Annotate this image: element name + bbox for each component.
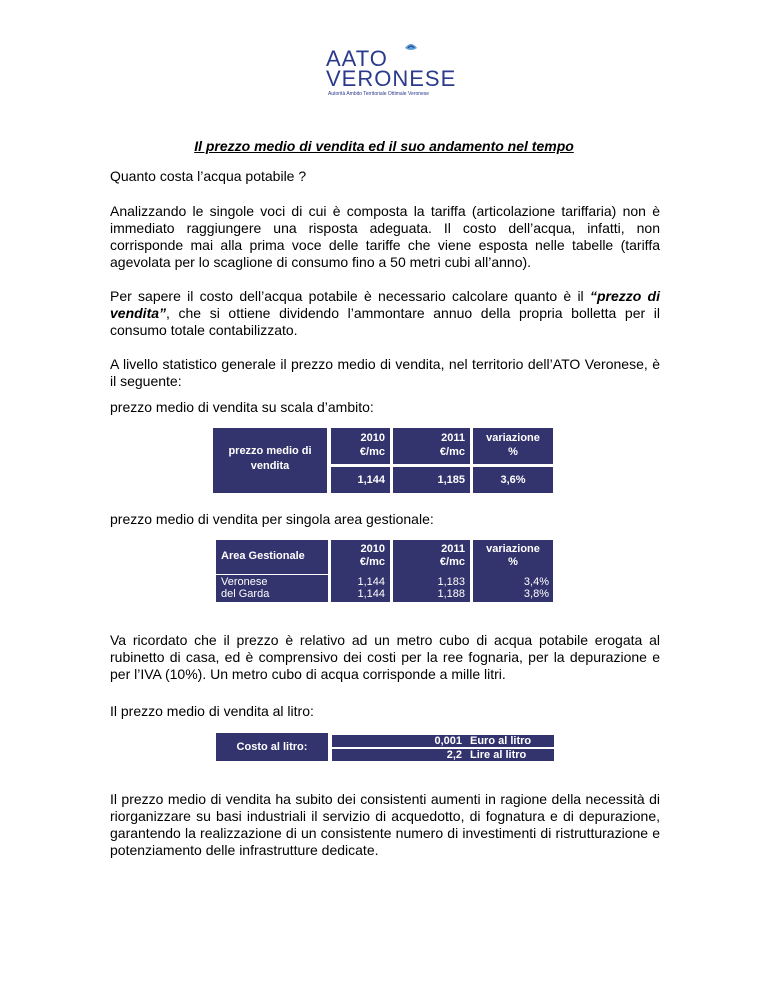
table-ambito-header-2011-unit: €/mc [439,446,465,458]
table-area-header-var-unit: % [508,556,518,568]
table-area-header-2011-year: 2011 [441,543,465,555]
table-ambito-header-2011-year: 2011 [441,432,465,444]
table-ambito-value-2011 [393,467,470,493]
table-litro-euro-unit: Euro al litro [470,735,532,747]
table-ambito-header-2010 [331,428,390,464]
table-litro-label-text: Costo al litro: [236,741,308,753]
table-area-row-2-2011: 1,188 [437,588,465,600]
table-area-row-1-2011: 1,183 [437,576,465,588]
paragraph-note: Va ricordato che il prezzo è relativo ad un metro cubo di acqua potabile erogata al rubinetto di casa, ed è comprensivo dei costi per la ree fognaria, per la depurazione e per l’IVA (10%). Un metro cubo di acqua corrisponde a mille litri. [110,632,660,682]
table-area-row-2-2010: 1,144 [357,588,385,600]
table-ambito-header-var-label: variazione [486,432,540,444]
table-litro-row-euro [332,735,554,747]
table-area-row-2-name: del Garda [221,588,270,600]
paragraph-increase: Il prezzo medio di vendita ha subito dei consistenti aumenti in ragione della necessità di riorganizzare su basi industriali il servizio di acquedotto, di fognatura e di depurazione, garantendo la realizzazione di un consistente numero di investimenti di ristrutturazione e potenziamento delle infrastrutture dedicate. [110,791,660,858]
table-area-col-2011 [393,540,470,602]
water-drop-icon [404,42,418,52]
table-ambito-value-2010-text: 1,144 [357,474,385,486]
table-area-row-1-2010: 1,144 [357,576,385,588]
table-area-header-name: Area Gestionale [221,550,305,562]
table-ambito-value-2011-text: 1,185 [437,474,465,486]
table-area-col-var [473,540,553,602]
table-litro-row-lire [332,749,554,761]
paragraph-sale-price-before: Per sapere il costo dell’acqua potabile è necessario calcolare quanto è il [110,288,590,304]
page-title: Il prezzo medio di vendita ed il suo andamento nel tempo [194,138,574,154]
table-area-divider [216,574,328,575]
table-litro-euro-value: 0,001 [434,735,462,747]
paragraph-sale-price-after: , che si ottiene dividendo l’ammontare annuo della propria bolletta per il consumo totale contabilizzato. [110,305,660,338]
logo-subtitle: Autorità Ambito Territoriale Ottimale Veronese [328,91,430,97]
table-ambito-value-var-text: 3,6% [500,474,526,486]
table-area-row-2-var: 3,8% [523,588,549,600]
logo-line-2: VERONESE [326,66,457,91]
label-area: prezzo medio di vendita per singola area gestionale: [110,511,434,527]
label-litro: Il prezzo medio di vendita al litro: [110,703,314,719]
logo-line-1: AATO [326,46,388,71]
label-ambito: prezzo medio di vendita su scala d’ambito: [110,399,374,415]
question-text: Quanto costa l’acqua potabile ? [110,168,307,184]
table-area-header-2011-unit: €/mc [439,556,465,568]
table-ambito-header-var-unit: % [508,446,518,458]
table-area-header-2010-year: 2010 [360,543,385,555]
table-ambito-header-2010-unit: €/mc [359,446,385,458]
table-ambito-row-label [213,428,327,493]
logo [320,44,460,104]
table-area-col-2010 [331,540,390,602]
table-ambito-header-2010-year: 2010 [360,432,385,444]
table-ambito-header-2011 [393,428,470,464]
table-litro-lire-value: 2,2 [446,749,462,761]
table-ambito-header-var [473,428,553,464]
table-area-header-var-label: variazione [486,543,540,555]
table-ambito-value-2010 [331,467,390,493]
table-litro-label [216,733,328,761]
paragraph-tariff: Analizzando le singole voci di cui è composta la tariffa (articolazione tariffaria) non è immediato raggiungere una risposta adeguata. Il costo dell’acqua, infatti, non corrisponde mai alla prima voce delle tariffe che viene esposta nelle tabelle (tariffa agevolata per lo scaglione di consumo fino a 50 metri cubi all’anno). [110,203,660,270]
table-area-header-2010-unit: €/mc [359,556,385,568]
table-ambito-value-var [473,467,553,493]
table-area-col-name [216,540,328,602]
sale-price-term: “prezzo di vendita” [110,288,661,321]
table-litro-lire-unit: Lire al litro [470,749,527,761]
paragraph-statistic: A livello statistico generale il prezzo medio di vendita, nel territorio dell’ATO Veronese, è il seguente: [110,356,660,389]
paragraph-sale-price [110,288,660,339]
table-ambito-row-label-text: prezzo medio di vendita [228,445,312,472]
table-area-row-1-var: 3,4% [523,576,549,588]
table-area-row-1-name: Veronese [221,576,268,588]
